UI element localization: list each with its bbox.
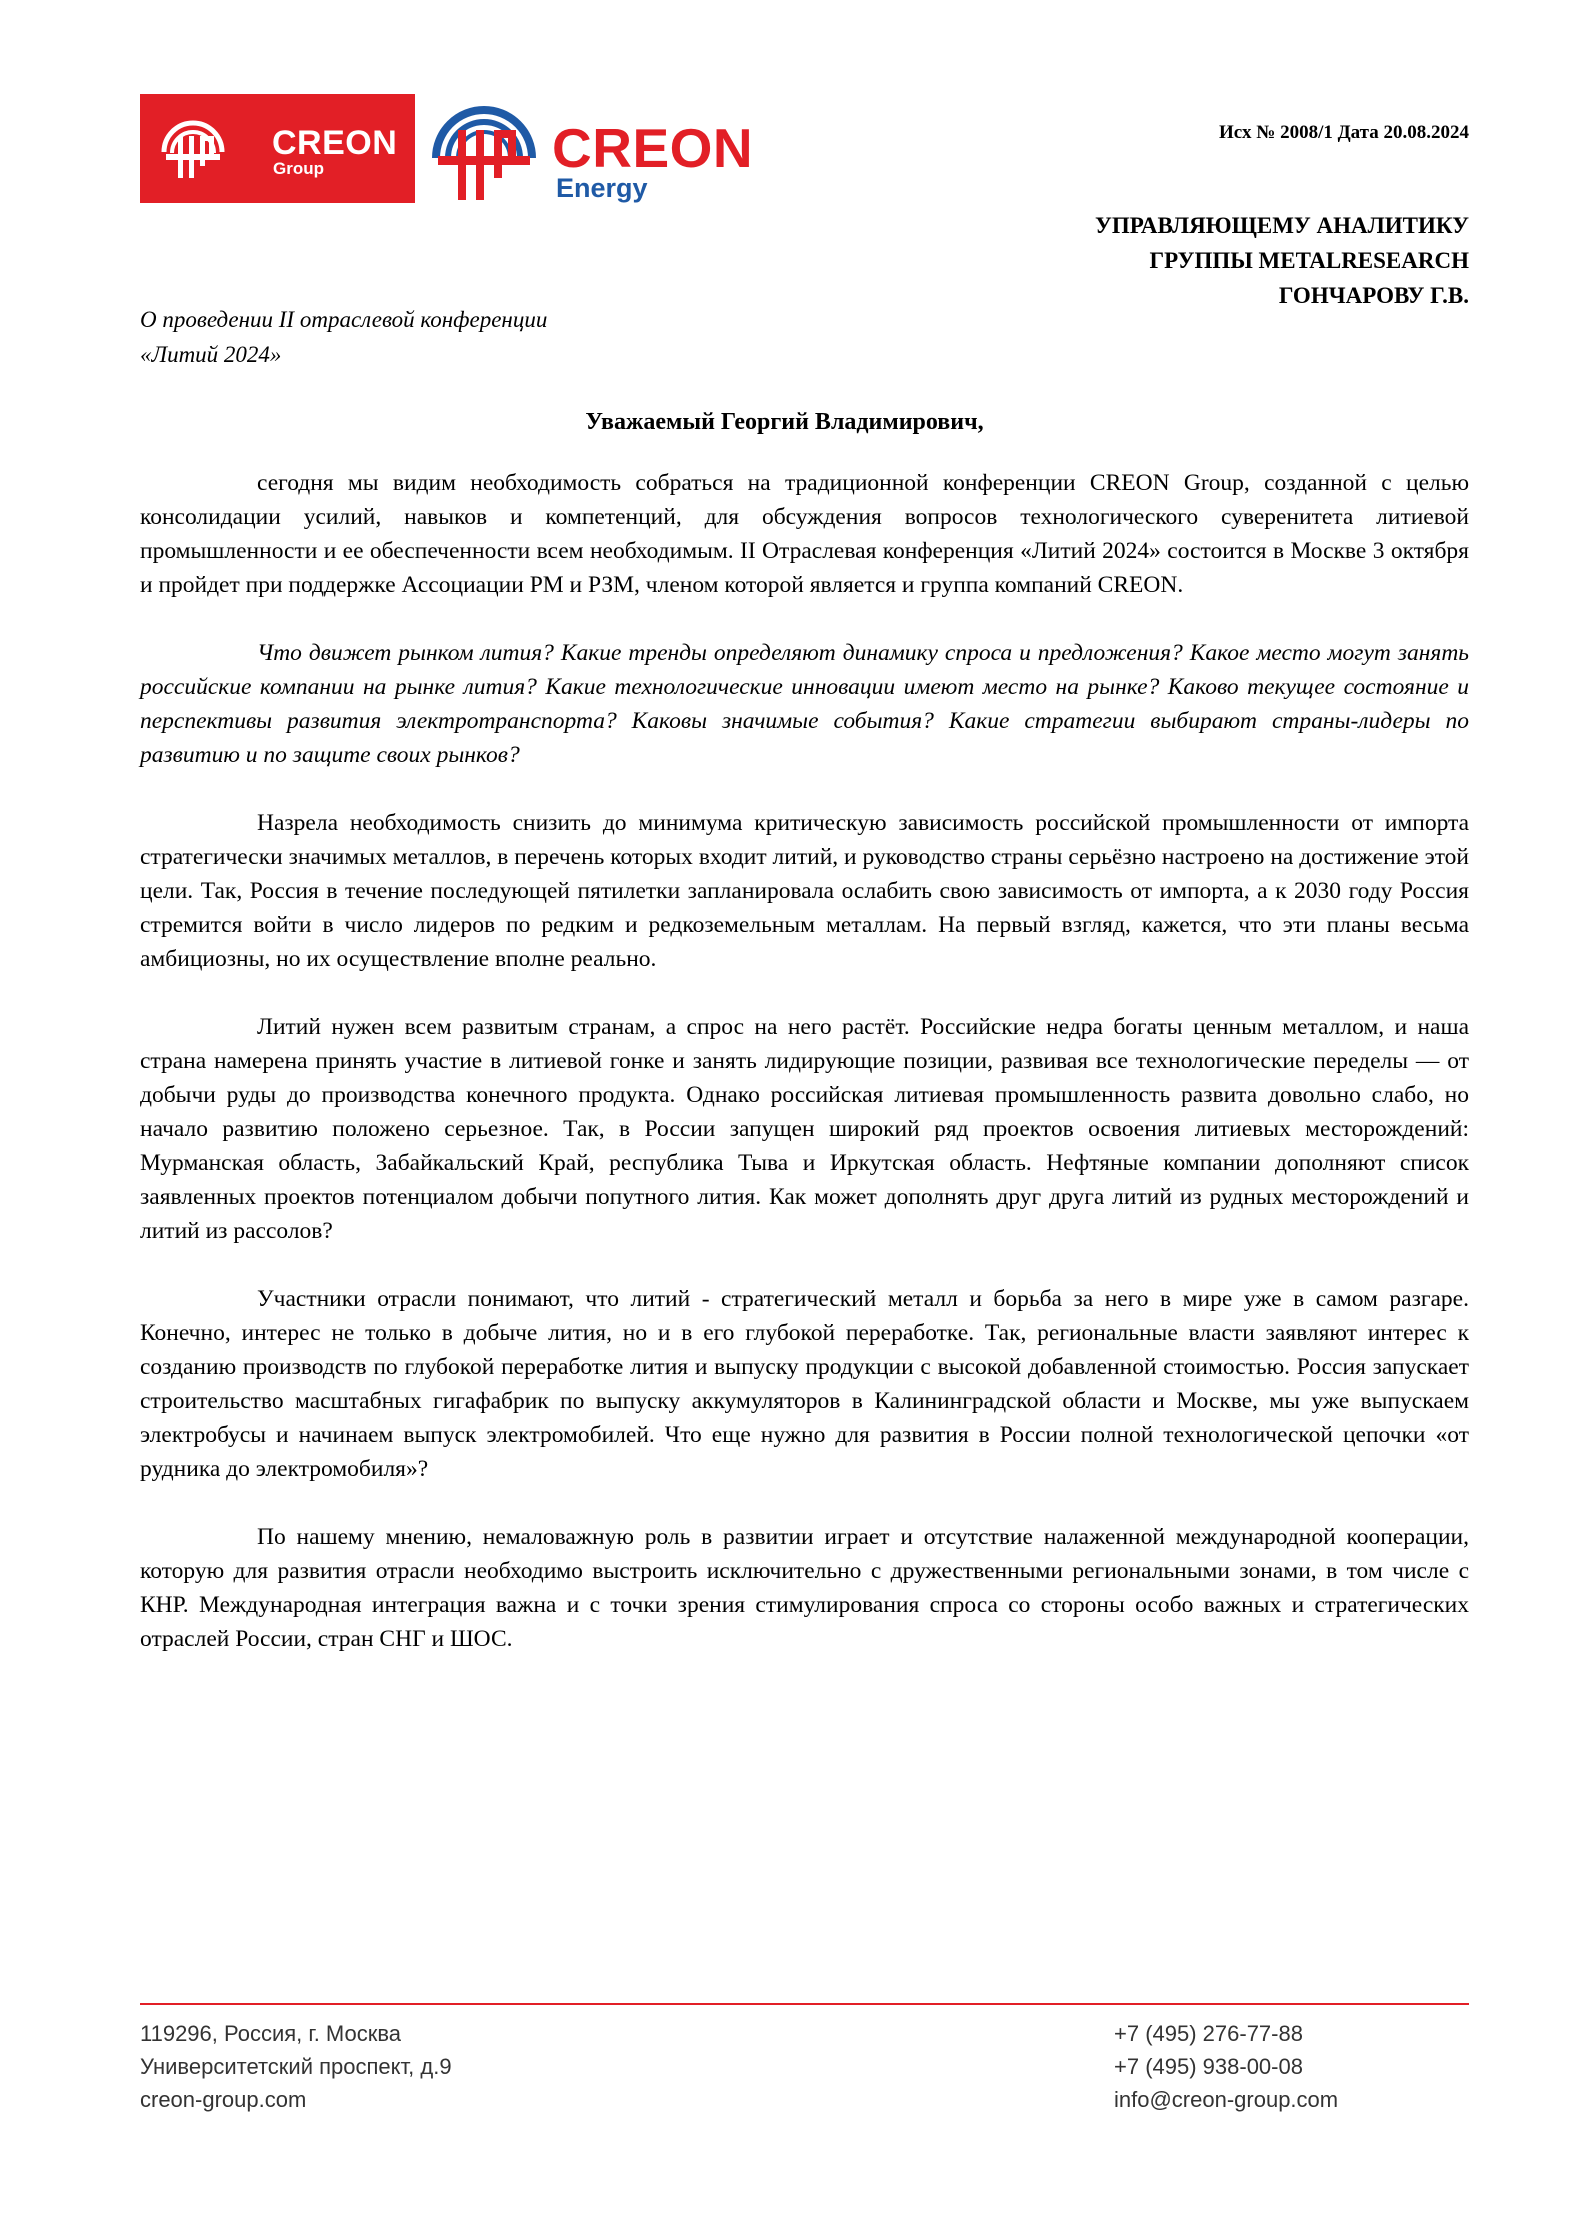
subject-line: «Литий 2024» — [140, 342, 282, 367]
addressee-line: ГОНЧАРОВУ Г.В. — [1278, 283, 1469, 308]
group-brand-text: CREON — [272, 124, 398, 162]
footer-phone[interactable]: +7 (495) 938-00-08 — [1114, 2054, 1303, 2079]
footer-phone[interactable]: +7 (495) 276-77-88 — [1114, 2021, 1303, 2046]
creon-emblem-icon — [158, 112, 228, 184]
letter-subject — [140, 302, 700, 372]
outgoing-reference: Исх № 2008/1 Дата 20.08.2024 — [1219, 122, 1469, 143]
creon-energy-logo — [428, 88, 768, 208]
energy-brand-text: CREON — [552, 117, 754, 179]
footer-address — [140, 2017, 452, 2116]
body-paragraph-questions: Что движет рынком лития? Какие тренды определяют динамику спроса и предложения? Какое место могут занять российские компании на рынке лития? Какие технологические инновации имеют место на рынке? Каково текущее состояние и перспективы развития электротранспорта? Каковы значимые события? Какие стратегии выбирают страны-лидеры по развитию и по защите своих рынков? — [140, 640, 1469, 768]
letter-body — [140, 466, 1469, 1690]
addressee-line: ГРУППЫ METALRESEARCH — [1149, 248, 1469, 273]
body-paragraph: сегодня мы видим необходимость собраться на традиционной конференции CREON Group, созданной с целью консолидации усилий, навыков и компетенций, для обсуждения вопросов технологического суверенитета литиевой промышленности и ее обеспеченности всем необходимым. II Отраслевая конференция «Литий 2024» состоится в Москве 3 октября и пройдет при поддержке Ассоциации РМ и РЗМ, членом которой является и группа компаний CREON. — [140, 470, 1469, 598]
footer-address-line: 119296, Россия, г. Москва — [140, 2021, 402, 2046]
footer-email-link[interactable]: info@creon-group.com — [1114, 2087, 1339, 2112]
addressee-block — [1095, 208, 1469, 313]
creon-group-logo — [140, 94, 415, 203]
greeting: Уважаемый Георгий Владимирович, — [585, 409, 984, 435]
footer-website-link[interactable]: creon-group.com — [140, 2087, 307, 2112]
footer-address-line: Университетский проспект, д.9 — [140, 2054, 452, 2079]
footer-contacts — [1114, 2017, 1338, 2116]
body-paragraph: Назрела необходимость снизить до минимума критическую зависимость российской промышленности от импорта стратегически значимых металлов, в перечень которых входит литий, и руководство страны серьёзно настроено на достижение этой цели. Так, Россия в течение последующей пятилетки запланировала ослабить свою зависимость от импорта, а к 2030 году Россия стремится войти в число лидеров по редким и редкоземельным металлам. На первый взгляд, кажется, что эти планы весьма амбициозны, но их осуществление вполне реально. — [140, 810, 1469, 972]
body-paragraph: По нашему мнению, немаловажную роль в развитии играет и отсутствие налаженной международной кооперации, которую для развития отрасли необходимо выстроить исключительно с дружественными региональными зонами, в том числе с КНР. Международная интеграция важна и с точки зрения стимулирования спроса со стороны особо важных и стратегических отраслей России, стран СНГ и ШОС. — [140, 1524, 1469, 1652]
body-paragraph: Литий нужен всем развитым странам, а спрос на него растёт. Российские недра богаты ценным металлом, и наша страна намерена принять участие в литиевой гонке и занять лидирующие позиции, развивая все технологические переделы — от добычи руды до производства конечного продукта. Однако российская литиевая промышленность развита довольно слабо, но начало развитию положено серьезное. Так, в России запущен широкий ряд проектов освоения литиевых месторождений: Мурманская область, Забайкальский Край, республика Тыва и Иркутская область. Нефтяные компании дополняют список заявленных проектов потенциалом добычи попутного лития. Как может дополнять друг друга литий из рудных месторождений и литий из рассолов? — [140, 1014, 1469, 1244]
subject-line: О проведении II отраслевой конференции — [140, 307, 548, 332]
group-sub-text: Group — [273, 159, 324, 178]
footer-divider — [140, 2003, 1469, 2005]
body-paragraph: Участники отрасли понимают, что литий - стратегический металл и борьба за него в мире уже в самом разгаре. Конечно, интерес не только в добыче лития, но и в его глубокой переработке. Так, региональные власти заявляют интерес к созданию производств по глубокой переработке лития и выпуску продукции с высокой добавленной стоимостью. Россия запускает строительство масштабных гигафабрик по выпуску аккумуляторов в Калининградской области и Москве, мы уже выпускаем электробусы и начинаем выпуск электромобилей. Что еще нужно для развития в России полной технологической цепочки «от рудника до электромобиля»? — [140, 1286, 1469, 1482]
energy-sub-text: Energy — [556, 173, 648, 203]
addressee-line: УПРАВЛЯЮЩЕМУ АНАЛИТИКУ — [1095, 213, 1469, 238]
creon-energy-emblem-icon — [428, 92, 540, 208]
